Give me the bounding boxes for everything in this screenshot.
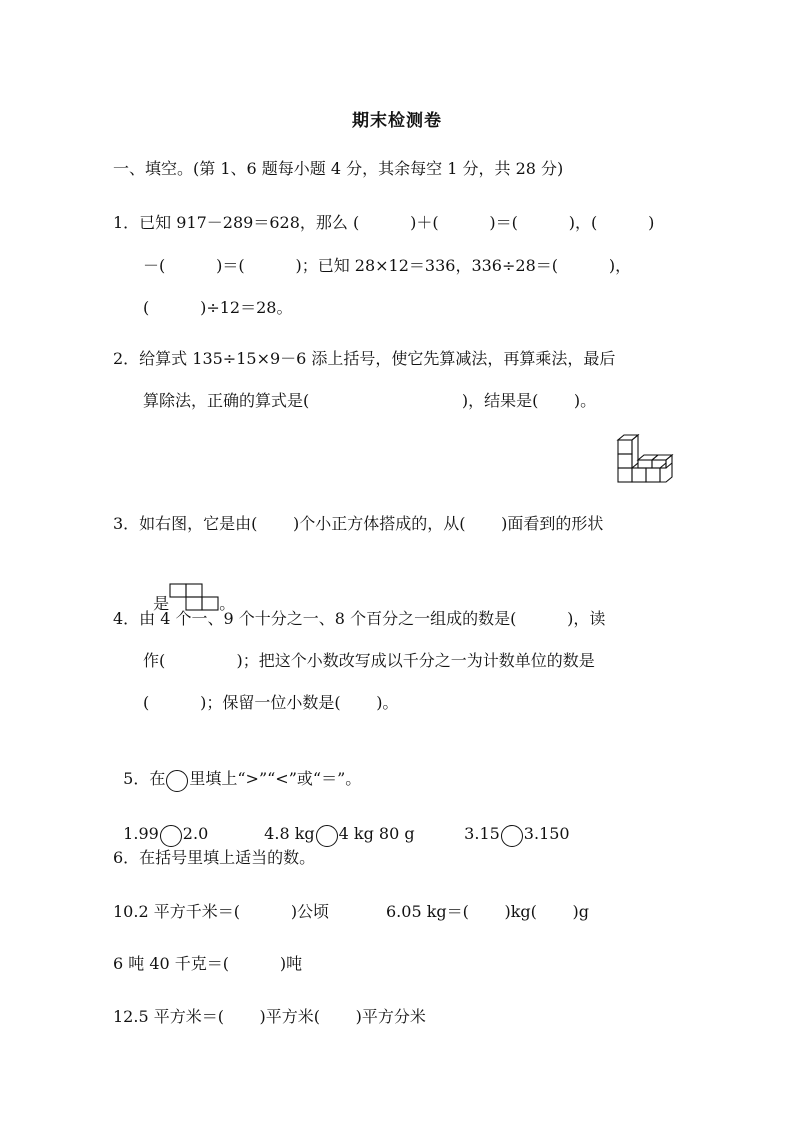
compare-item-1 bbox=[113, 801, 208, 847]
question-5-post: 里填上“>”“<”或“＝”。 bbox=[189, 769, 362, 788]
question-3-line-1: 3．如右图，它是由( )个小正方体搭成的，从( )面看到的形状 bbox=[113, 514, 604, 533]
compare-item-3 bbox=[454, 801, 570, 847]
question-6-row-2: 6 吨 40 千克＝( )吨 bbox=[113, 954, 303, 973]
question-6-row-1b: 6.05 kg＝( )kg( )g bbox=[386, 902, 590, 921]
question-4-line-1: 4．由 4 个一、9 个十分之一、8 个百分之一组成的数是( )，读 bbox=[113, 609, 606, 628]
question-3-line-2 bbox=[143, 561, 235, 615]
page-title: 期末检测卷 bbox=[352, 111, 442, 131]
question-5-pre: 5．在 bbox=[123, 769, 166, 788]
question-6-row-1a: 10.2 平方千米＝( )公顷 bbox=[113, 902, 330, 921]
compare-left: 3.15 bbox=[464, 824, 500, 843]
answer-circle[interactable] bbox=[316, 825, 338, 847]
question-4-line-2: 作( )；把这个小数改写成以千分之一为计数单位的数是 bbox=[143, 651, 595, 670]
question-1-line-2: －( )＝( )；已知 28×12＝336，336÷28＝( )， bbox=[143, 256, 632, 275]
answer-circle[interactable] bbox=[501, 825, 523, 847]
question-4-line-3: ( )；保留一位小数是( )。 bbox=[143, 693, 399, 712]
compare-right: 2.0 bbox=[182, 824, 209, 843]
compare-left: 1.99 bbox=[123, 824, 159, 843]
circle-icon bbox=[166, 770, 188, 792]
question-1-line-1: 1．已知 917－289＝628，那么 ( )＋( )＝( )，( ) bbox=[113, 213, 655, 232]
compare-right: 4 kg 80 g bbox=[338, 824, 415, 843]
question-2-line-2: 算除法，正确的算式是( )，结果是( )。 bbox=[143, 391, 597, 410]
question-5-heading bbox=[113, 746, 361, 792]
question-6-row-3: 12.5 平方米＝( )平方米( )平方分米 bbox=[113, 1007, 426, 1026]
question-3-line-2-post: 。 bbox=[219, 594, 236, 613]
question-3-line-2-pre: 是 bbox=[153, 594, 170, 613]
cube-stack-figure bbox=[612, 434, 678, 488]
compare-right: 3.150 bbox=[523, 824, 570, 843]
compare-item-2 bbox=[254, 801, 415, 847]
question-2-line-1: 2．给算式 135÷15×9－6 添上括号，使它先算减法，再算乘法，最后 bbox=[113, 349, 616, 368]
question-1-line-3: ( )÷12＝28。 bbox=[143, 298, 293, 317]
compare-left: 4.8 kg bbox=[264, 824, 315, 843]
answer-circle[interactable] bbox=[160, 825, 182, 847]
question-6-heading: 6．在括号里填上适当的数。 bbox=[113, 848, 316, 867]
section-heading: 一、填空。(第 1、6 题每小题 4 分，其余每空 1 分，共 28 分) bbox=[113, 159, 564, 178]
